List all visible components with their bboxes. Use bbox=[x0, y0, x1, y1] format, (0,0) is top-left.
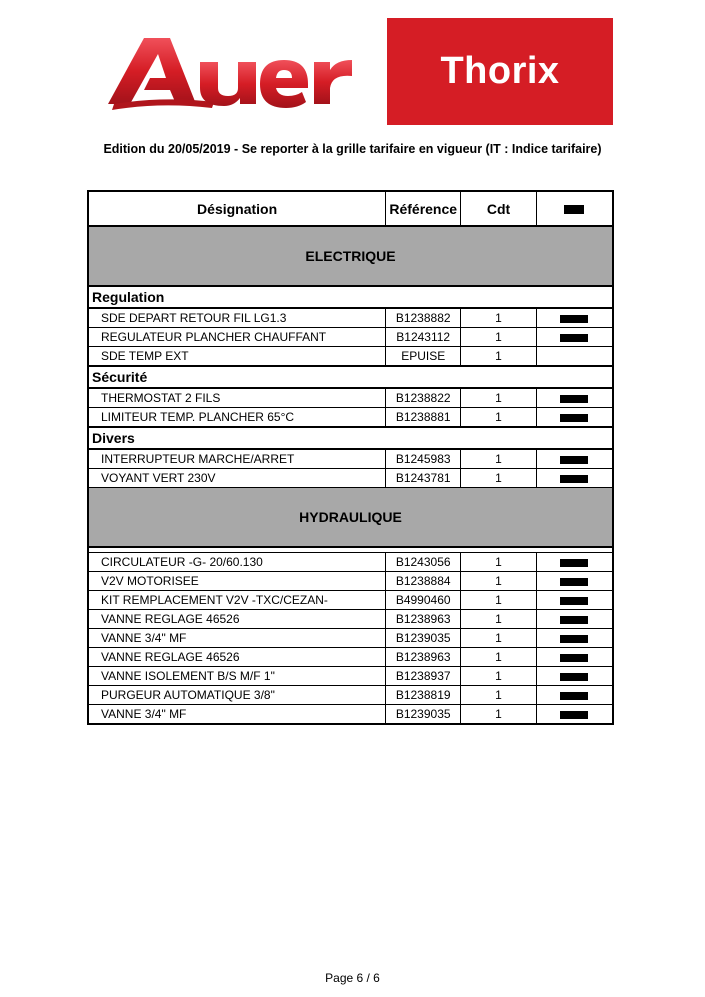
group-title: Divers bbox=[88, 427, 613, 449]
cell-designation: VANNE REGLAGE 46526 bbox=[88, 648, 386, 667]
table-row bbox=[88, 648, 613, 667]
cell-designation: INTERRUPTEUR MARCHE/ARRET bbox=[88, 449, 386, 469]
table-row bbox=[88, 347, 613, 367]
cell-cdt: 1 bbox=[461, 667, 537, 686]
table-row bbox=[88, 667, 613, 686]
cell-price bbox=[536, 591, 613, 610]
price-redaction-bar bbox=[560, 673, 588, 681]
product-name: Thorix bbox=[440, 50, 560, 92]
cell-price bbox=[536, 667, 613, 686]
cell-reference: B1239035 bbox=[386, 705, 461, 725]
table-header-row bbox=[88, 191, 613, 226]
table-row bbox=[88, 553, 613, 572]
table-row bbox=[88, 591, 613, 610]
edition-note: Edition du 20/05/2019 - Se reporter à la grille tarifaire en vigueur (IT : Indice tarifaire) bbox=[103, 142, 602, 156]
price-redaction-bar bbox=[560, 654, 588, 662]
group-row bbox=[88, 286, 613, 308]
cell-cdt: 1 bbox=[461, 388, 537, 408]
cell-cdt: 1 bbox=[461, 308, 537, 328]
cell-cdt: 1 bbox=[461, 553, 537, 572]
cell-cdt: 1 bbox=[461, 686, 537, 705]
price-redaction-bar bbox=[560, 456, 588, 464]
price-redaction-bar bbox=[560, 315, 588, 323]
page-number: Page 6 / 6 bbox=[325, 971, 380, 985]
section-title: ELECTRIQUE bbox=[88, 226, 613, 286]
cell-designation: VANNE ISOLEMENT B/S M/F 1" bbox=[88, 667, 386, 686]
cell-price bbox=[536, 388, 613, 408]
cell-cdt: 1 bbox=[461, 408, 537, 428]
cell-cdt: 1 bbox=[461, 591, 537, 610]
cell-cdt: 1 bbox=[461, 648, 537, 667]
cell-designation: VOYANT VERT 230V bbox=[88, 469, 386, 488]
cell-reference: B1243112 bbox=[386, 328, 461, 347]
price-redaction-bar bbox=[560, 616, 588, 624]
table-row bbox=[88, 328, 613, 347]
redaction-bar bbox=[564, 205, 584, 214]
section-title: HYDRAULIQUE bbox=[88, 488, 613, 548]
price-redaction-bar bbox=[560, 711, 588, 719]
header-reference: Référence bbox=[386, 191, 461, 226]
cell-designation: VANNE 3/4" MF bbox=[88, 705, 386, 725]
cell-cdt: 1 bbox=[461, 449, 537, 469]
table-row bbox=[88, 610, 613, 629]
cell-price bbox=[536, 572, 613, 591]
cell-reference: B1238963 bbox=[386, 610, 461, 629]
cell-reference: B1238819 bbox=[386, 686, 461, 705]
header-designation: Désignation bbox=[88, 191, 386, 226]
cell-designation: CIRCULATEUR -G- 20/60.130 bbox=[88, 553, 386, 572]
section-row bbox=[88, 488, 613, 548]
cell-reference: B1238881 bbox=[386, 408, 461, 428]
section-row bbox=[88, 226, 613, 286]
cell-price bbox=[536, 610, 613, 629]
price-table bbox=[87, 190, 614, 725]
table-row bbox=[88, 469, 613, 488]
group-row bbox=[88, 366, 613, 388]
cell-price bbox=[536, 648, 613, 667]
table-row bbox=[88, 449, 613, 469]
cell-price bbox=[536, 469, 613, 488]
cell-designation: VANNE 3/4" MF bbox=[88, 629, 386, 648]
cell-cdt: 1 bbox=[461, 469, 537, 488]
cell-designation: LIMITEUR TEMP. PLANCHER 65°C bbox=[88, 408, 386, 428]
header-price-redacted bbox=[536, 191, 613, 226]
cell-price bbox=[536, 328, 613, 347]
cell-designation: PURGEUR AUTOMATIQUE 3/8" bbox=[88, 686, 386, 705]
cell-reference: B1243056 bbox=[386, 553, 461, 572]
cell-price bbox=[536, 629, 613, 648]
cell-reference: B1238882 bbox=[386, 308, 461, 328]
table-row bbox=[88, 408, 613, 428]
cell-designation: VANNE REGLAGE 46526 bbox=[88, 610, 386, 629]
cell-price bbox=[536, 308, 613, 328]
group-row bbox=[88, 427, 613, 449]
cell-designation: THERMOSTAT 2 FILS bbox=[88, 388, 386, 408]
cell-reference: B1243781 bbox=[386, 469, 461, 488]
cell-reference: B1238884 bbox=[386, 572, 461, 591]
price-redaction-bar bbox=[560, 395, 588, 403]
price-redaction-bar bbox=[560, 414, 588, 422]
cell-price bbox=[536, 449, 613, 469]
cell-reference: B4990460 bbox=[386, 591, 461, 610]
price-redaction-bar bbox=[560, 635, 588, 643]
price-redaction-bar bbox=[560, 692, 588, 700]
cell-designation: REGULATEUR PLANCHER CHAUFFANT bbox=[88, 328, 386, 347]
cell-reference: B1245983 bbox=[386, 449, 461, 469]
cell-cdt: 1 bbox=[461, 328, 537, 347]
auer-logo bbox=[104, 30, 356, 110]
table-row bbox=[88, 308, 613, 328]
table-row bbox=[88, 629, 613, 648]
cell-cdt: 1 bbox=[461, 610, 537, 629]
table-row bbox=[88, 686, 613, 705]
cell-designation: KIT REMPLACEMENT V2V -TXC/CEZAN- bbox=[88, 591, 386, 610]
cell-price bbox=[536, 553, 613, 572]
header-cdt: Cdt bbox=[461, 191, 537, 226]
cell-reference: B1238937 bbox=[386, 667, 461, 686]
price-redaction-bar bbox=[560, 475, 588, 483]
table-row bbox=[88, 572, 613, 591]
cell-cdt: 1 bbox=[461, 347, 537, 367]
cell-reference: B1239035 bbox=[386, 629, 461, 648]
cell-reference: B1238822 bbox=[386, 388, 461, 408]
group-title: Sécurité bbox=[88, 366, 613, 388]
group-title: Regulation bbox=[88, 286, 613, 308]
cell-designation: V2V MOTORISEE bbox=[88, 572, 386, 591]
price-table-body bbox=[88, 226, 613, 724]
thorix-brand-box bbox=[387, 18, 613, 125]
cell-cdt: 1 bbox=[461, 629, 537, 648]
price-redaction-bar bbox=[560, 334, 588, 342]
cell-price bbox=[536, 686, 613, 705]
cell-price bbox=[536, 347, 613, 367]
cell-cdt: 1 bbox=[461, 572, 537, 591]
cell-cdt: 1 bbox=[461, 705, 537, 725]
cell-designation: SDE DEPART RETOUR FIL LG1.3 bbox=[88, 308, 386, 328]
table-row bbox=[88, 705, 613, 725]
price-redaction-bar bbox=[560, 578, 588, 586]
cell-reference: EPUISE bbox=[386, 347, 461, 367]
cell-designation: SDE TEMP EXT bbox=[88, 347, 386, 367]
price-redaction-bar bbox=[560, 559, 588, 567]
price-redaction-bar bbox=[560, 597, 588, 605]
cell-reference: B1238963 bbox=[386, 648, 461, 667]
table-row bbox=[88, 388, 613, 408]
cell-price bbox=[536, 408, 613, 428]
cell-price bbox=[536, 705, 613, 725]
